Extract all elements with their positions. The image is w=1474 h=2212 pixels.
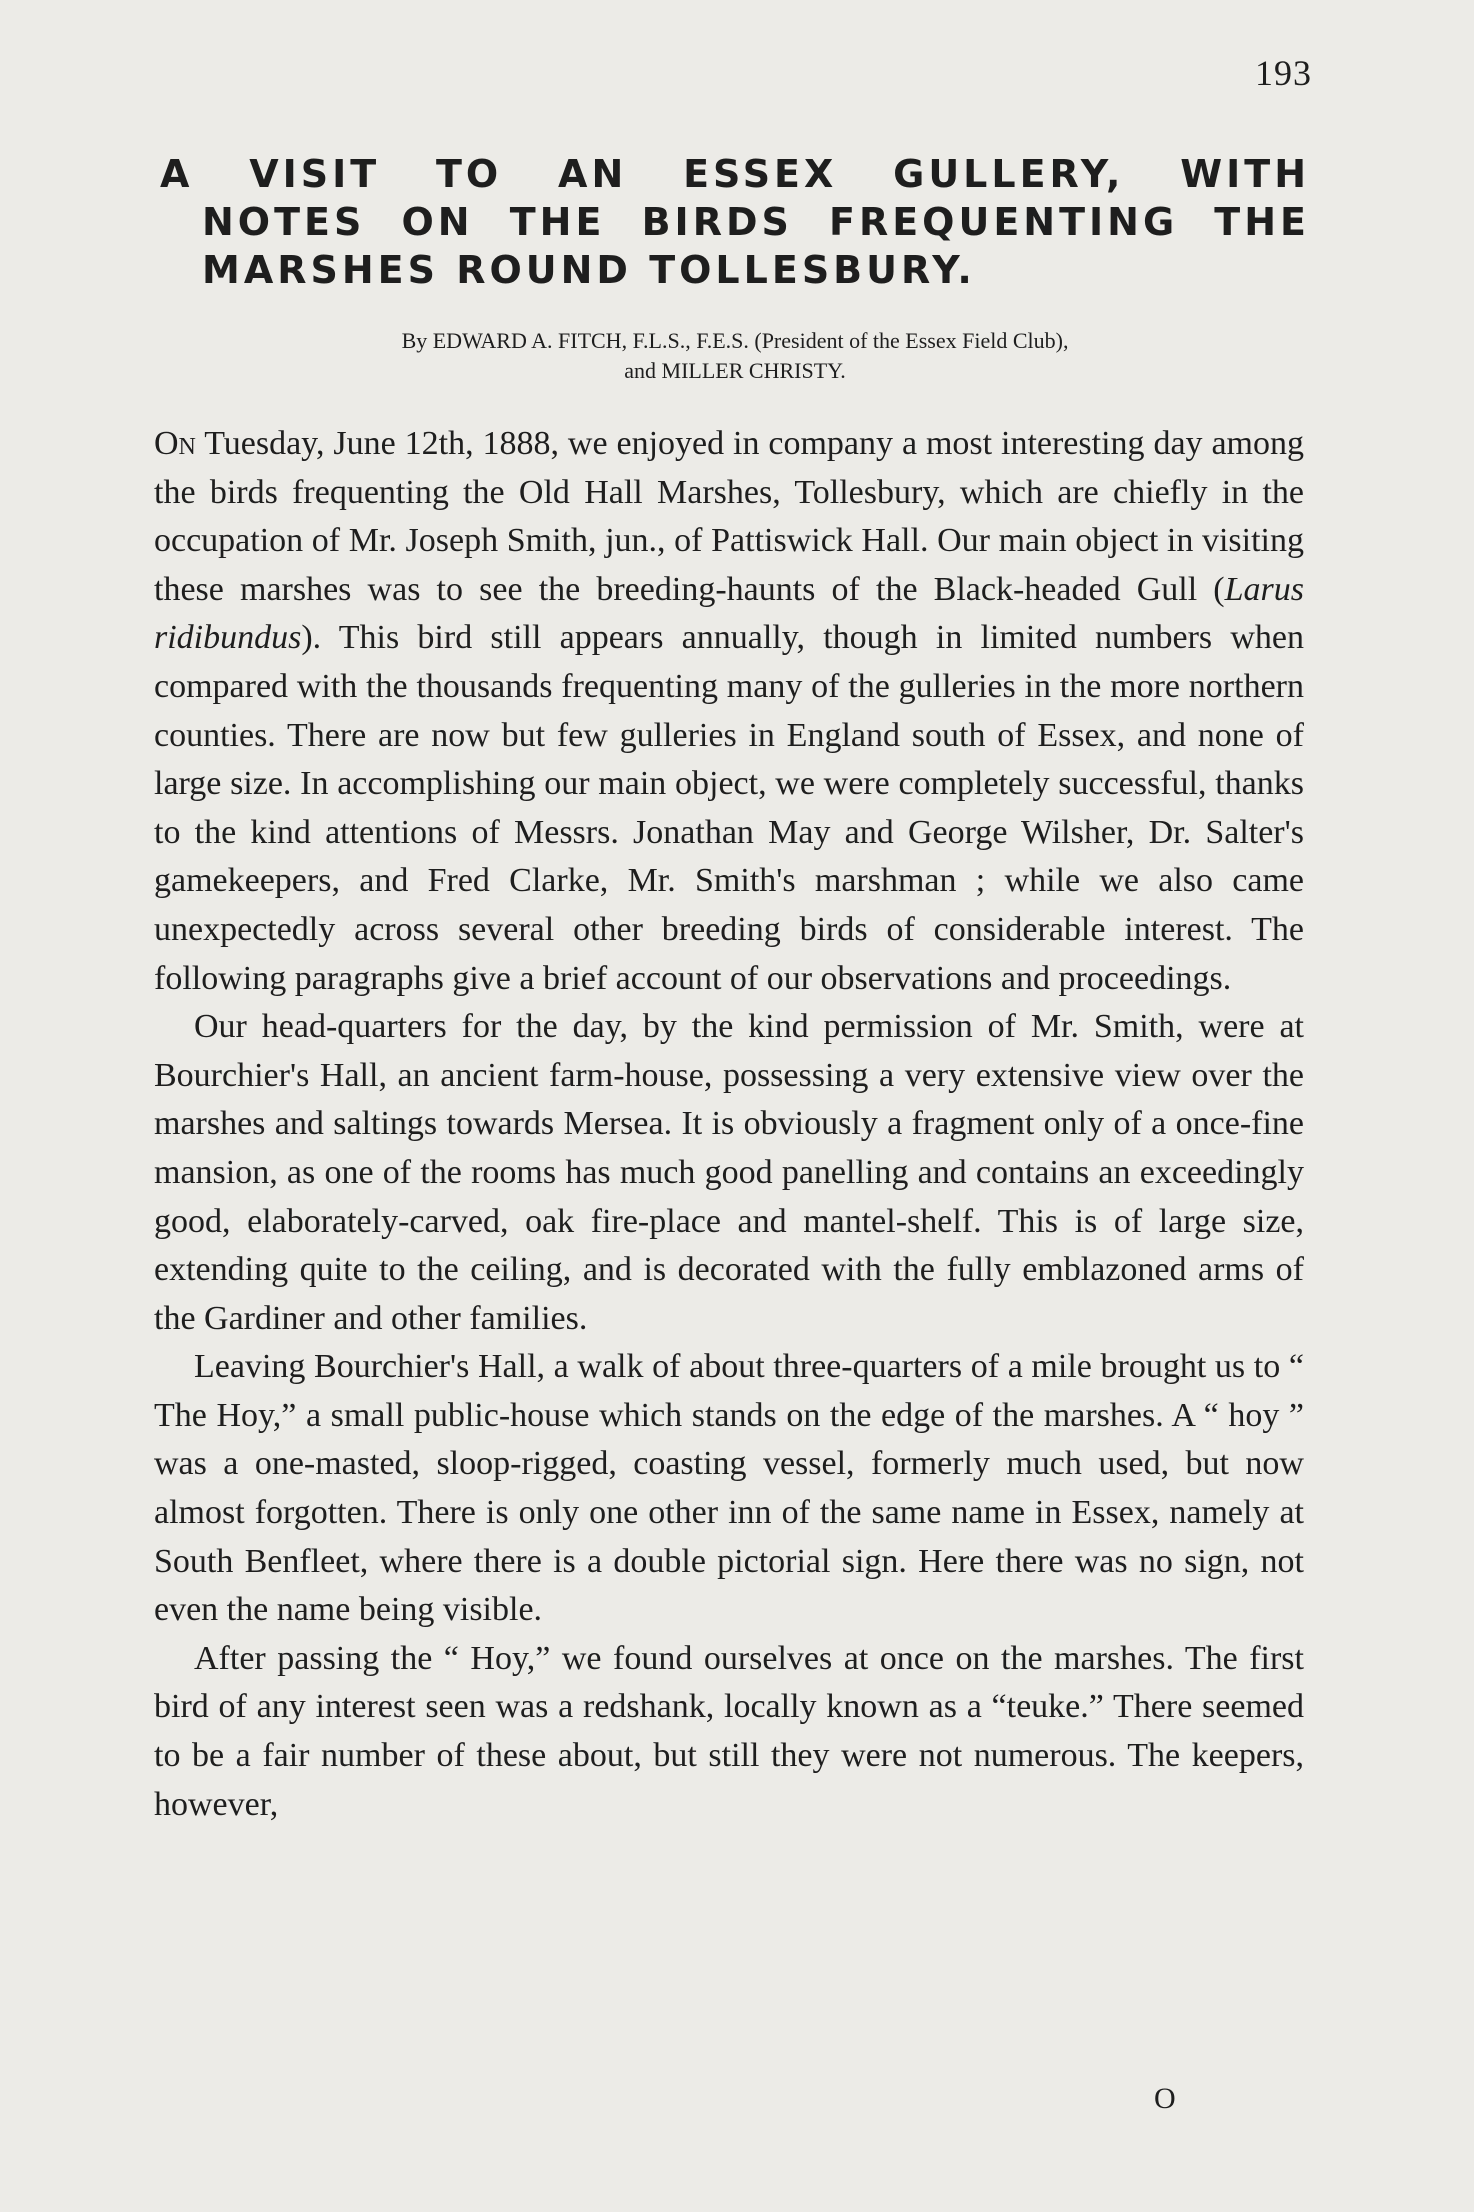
title-line-3: MARSHES ROUND TOLLESBURY. bbox=[202, 248, 976, 292]
paragraph-1 bbox=[154, 420, 1304, 1003]
byline bbox=[160, 326, 1310, 386]
paragraph-1-part-a: Tuesday, June 12th, 1888, we enjoyed in company a most interesting day among the birds frequenting the Old Hall Marshes, Tollesbury, which are chiefly in the occupation of Mr. Joseph Smith, jun., of Pattiswick Hall. Our main object in visiting these marshes was to see the breeding-haunts of the Black-headed Gull ( bbox=[154, 425, 1304, 608]
article-title bbox=[160, 150, 1310, 294]
paragraph-2: Our head-quarters for the day, by the kind permission of Mr. Smith, were at Bourchier's Hall, an ancient farm-house, possessing a very extensive view over the marshes and saltings towards Mersea. It is obviously a fragment only of a once-fine mansion, as one of the rooms has much good panelling and contains an exceedingly good, elaborately-carved, oak fire-place and mantel-shelf. This is of large size, extending quite to the ceiling, and is decorated with the fully emblazoned arms of the Gardiner and other families. bbox=[154, 1008, 1304, 1337]
byline-authors: By EDWARD A. FITCH, F.L.S., F.E.S. (President of the Essex Field Club), bbox=[401, 328, 1069, 353]
article-body bbox=[154, 420, 1304, 1829]
species-name: Larus ridibundus bbox=[154, 570, 1304, 657]
title-line-1: A VISIT TO AN ESSEX GULLERY, WITH bbox=[160, 152, 1310, 196]
opening-word: On bbox=[154, 425, 196, 462]
byline-coauthor: and MILLER CHRISTY. bbox=[624, 358, 846, 383]
signature-mark: O bbox=[1154, 2082, 1176, 2115]
paragraph-3: Leaving Bourchier's Hall, a walk of about three-quarters of a mile brought us to “ The Hoy,” a small public-house which stands on the edge of the marshes. A “ hoy ” was a one-masted, sloop-rigged, coasting vessel, formerly much used, but now almost forgotten. There is only one other inn of the same name in Essex, namely at South Benfleet, where there is a double pictorial sign. Here there was no sign, not even the name being visible. bbox=[154, 1348, 1304, 1629]
title-line-2: NOTES ON THE BIRDS FREQUENTING THE bbox=[202, 200, 1310, 244]
page-number: 193 bbox=[1255, 53, 1312, 93]
paragraph-4: After passing the “ Hoy,” we found ourselves at once on the marshes. The first bird of any interest seen was a redshank, locally known as a “teuke.” There seemed to be a fair number of these about, but still they were not numerous. The keepers, however, bbox=[154, 1639, 1304, 1823]
paragraph-1-part-b: ). This bird still appears annually, though in limited numbers when compared with the thousands frequenting many of the gulleries in the more northern counties. There are now but few gulleries in England south of Essex, and none of large size. In accomplishing our main object, we were completely successful, thanks to the kind attentions of Messrs. Jonathan May and George Wilsher, Dr. Salter's gamekeepers, and Fred Clarke, Mr. Smith's marshman ; while we also came unexpectedly across several other breeding birds of considerable interest. The following paragraphs give a brief account of our observations and proceedings. bbox=[154, 619, 1304, 997]
